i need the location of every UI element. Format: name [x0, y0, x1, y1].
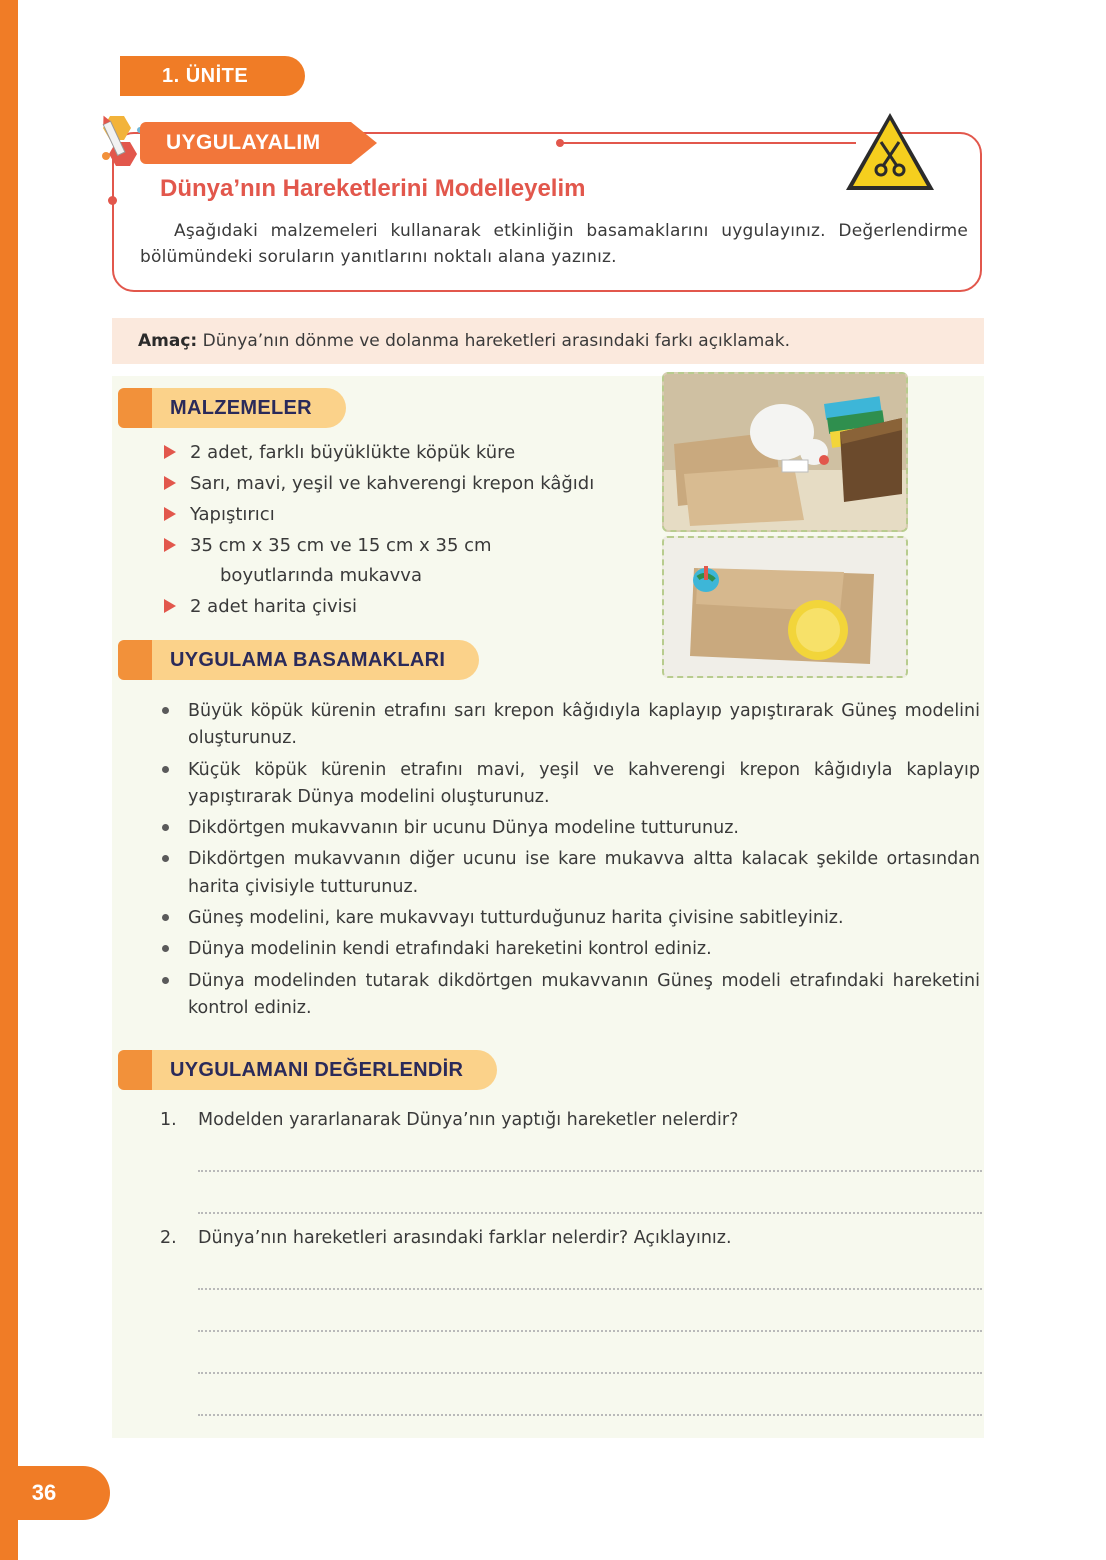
activity-title: Dünya’nın Hareketlerini Modelleyelim [160, 175, 586, 202]
section-title-evaluate: UYGULAMANI DEĞERLENDİR [152, 1050, 497, 1090]
uygulayalim-label: UYGULAYALIM [140, 122, 351, 164]
list-item [152, 846, 980, 901]
list-item [152, 968, 980, 1023]
header-rule-line [562, 142, 856, 144]
material-text: 35 cm x 35 cm ve 15 cm x 35 cm [190, 535, 492, 557]
step-text: Dikdörtgen mukavvanın diğer ucunu ise kare mukavva altta kalacak şekilde ortasından harita çivisiyle tutturunuz. [188, 849, 980, 897]
page-spine [0, 0, 18, 1560]
question-2 [160, 1228, 982, 1416]
material-text-continued: boyutlarında mukavva [220, 564, 422, 586]
bullet-icon [162, 855, 169, 862]
scissors-warning-icon [843, 110, 937, 196]
step-text: Küçük köpük kürenin etrafını mavi, yeşil ve kahverengi krepon kâğıdıyla kaplayıp yapıştırarak Dünya modelini oluşturunuz. [188, 759, 980, 807]
material-text: 2 adet harita çivisi [190, 595, 358, 617]
list-item [152, 698, 980, 753]
unit-tag: 1. ÜNİTE [120, 56, 305, 96]
steps-list [152, 698, 980, 1026]
activity-description-text: Aşağıdaki malzemeleri kullanarak etkinliğin basamaklarını uygulayınız. Değerlendirme bölümündeki soruların yanıtlarını noktalı alana yazınız. [140, 221, 968, 268]
triangle-bullet-icon [164, 599, 176, 613]
section-header-steps [118, 640, 479, 680]
bullet-icon [162, 707, 169, 714]
answer-line[interactable] [198, 1386, 982, 1416]
material-text: Yapıştırıcı [190, 504, 275, 526]
goal-text: Dünya’nın dönme ve dolanma hareketleri arasındaki farkı açıklamak. [202, 331, 790, 351]
step-text: Güneş modelini, kare mukavvayı tutturduğunuz harita çivisine sabitleyiniz. [188, 908, 844, 929]
answer-line[interactable] [198, 1344, 982, 1374]
list-item [152, 936, 980, 963]
triangle-bullet-icon [164, 476, 176, 490]
materials-photo-bottom [662, 536, 908, 678]
step-text: Dikdörtgen mukavvanın bir ucunu Dünya modeline tutturunuz. [188, 818, 739, 839]
question-1-number: 1. [160, 1110, 177, 1130]
list-item [160, 438, 600, 467]
list-item [152, 815, 980, 842]
title-bullet-dot [108, 196, 117, 205]
question-1-text: Modelden yararlanarak Dünya’nın yaptığı hareketler nelerdir? [198, 1110, 739, 1130]
bullet-icon [162, 977, 169, 984]
list-item [160, 500, 600, 529]
goal-label: Amaç: [138, 331, 198, 351]
triangle-bullet-icon [164, 445, 176, 459]
question-2-text: Dünya’nın hareketleri arasındaki farklar nelerdir? Açıklayınız. [198, 1228, 732, 1248]
uygulayalim-banner [140, 122, 377, 164]
goal-strip [112, 318, 984, 364]
uygulayalim-tail [351, 122, 377, 164]
section-cap [118, 640, 152, 680]
step-text: Dünya modelinin kendi etrafındaki hareketini kontrol ediniz. [188, 939, 712, 960]
step-text: Büyük köpük kürenin etrafını sarı krepon kâğıdıyla kaplayıp yapıştırarak Güneş modelini oluşturunuz. [188, 701, 980, 749]
materials-photo-top [662, 372, 908, 532]
section-title-steps: UYGULAMA BASAMAKLARI [152, 640, 479, 680]
list-item [152, 905, 980, 932]
page-number: 36 [0, 1466, 110, 1520]
answer-line[interactable] [198, 1184, 982, 1214]
question-2-number: 2. [160, 1228, 177, 1248]
section-header-evaluate [118, 1050, 497, 1090]
bullet-icon [162, 945, 169, 952]
material-text: Sarı, mavi, yeşil ve kahverengi krepon kâğıdı [190, 473, 595, 495]
list-item [160, 531, 600, 589]
bullet-icon [162, 824, 169, 831]
bullet-icon [162, 766, 169, 773]
list-item [152, 757, 980, 812]
question-2-row [160, 1228, 982, 1248]
question-1 [160, 1110, 982, 1214]
header-rule [556, 141, 856, 145]
triangle-bullet-icon [164, 538, 176, 552]
material-text: 2 adet, farklı büyüklükte köpük küre [190, 442, 516, 463]
section-cap [118, 388, 152, 428]
list-item [160, 592, 600, 621]
step-text: Dünya modelinden tutarak dikdörtgen mukavvanın Güneş modeli etrafındaki hareketini kontrol ediniz. [188, 970, 980, 1018]
triangle-bullet-icon [164, 507, 176, 521]
answer-line[interactable] [198, 1142, 982, 1172]
answer-line[interactable] [198, 1260, 982, 1290]
section-cap [118, 1050, 152, 1090]
activity-description [140, 218, 968, 271]
bullet-icon [162, 914, 169, 921]
answer-line[interactable] [198, 1302, 982, 1332]
section-title-materials: MALZEMELER [152, 388, 346, 428]
question-1-row [160, 1110, 982, 1130]
section-header-materials [118, 388, 346, 428]
materials-list [160, 438, 600, 623]
list-item [160, 469, 600, 498]
